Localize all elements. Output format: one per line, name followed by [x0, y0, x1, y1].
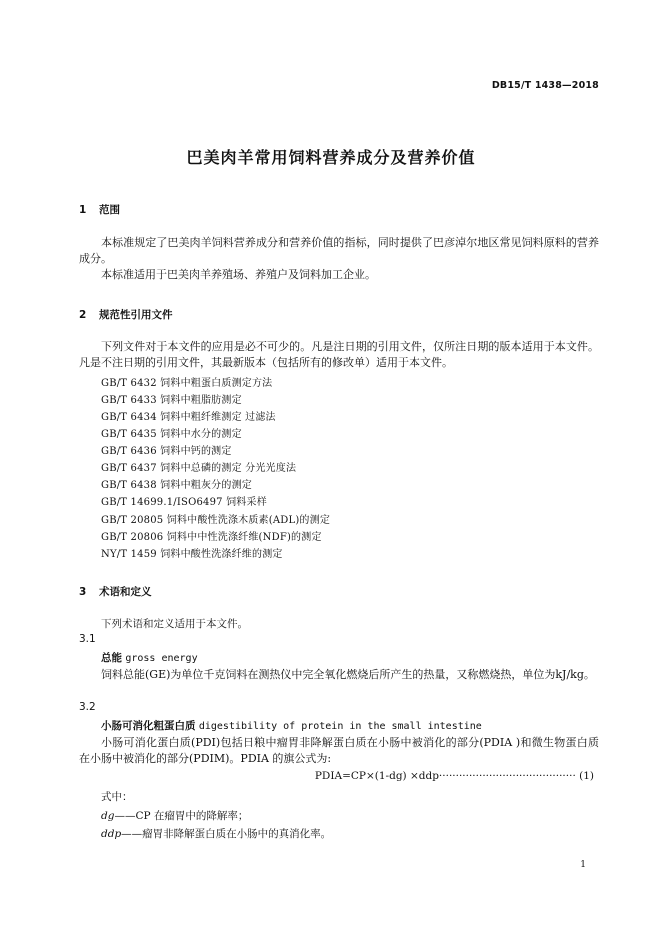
formula: PDIA=CP×(1-dg) ×ddp········································· (1) [314, 770, 594, 782]
where-label: 式中： [101, 791, 133, 803]
term-definition: 饲料总能(GE)为单位千克饲料在测热仪中完全氧化燃烧后所产生的热量，又称燃烧热，单位为kJ/kg。 [101, 668, 595, 681]
variable-definition [101, 826, 331, 841]
section-title: 范围 [99, 204, 120, 216]
term-definition: 小肠可消化蛋白质(PDI)包括日粮中瘤胃非降解蛋白质在小肠中被消化的部分(PDIA )和微生物蛋白质在小肠中被消化的部分(PDIM)。PDIA 的旗公式为: [79, 736, 599, 765]
page-title: 巴美肉羊常用饲料营养成分及营养价值 [186, 148, 476, 167]
ref-item: GB/T 6433 饲料中粗脂肪测定 [101, 395, 242, 406]
ref-item: GB/T 14699.1/ISO6497 饲料采样 [101, 497, 267, 508]
ref-item: GB/T 6436 饲料中钙的测定 [101, 446, 232, 457]
ref-item: NY/T 1459 饲料中酸性洗涤纤维的测定 [101, 549, 283, 560]
term-cn: 总能 [101, 652, 122, 664]
section-title: 术语和定义 [99, 586, 152, 598]
section-3-heading [79, 584, 152, 599]
section-number: 3 [79, 586, 87, 598]
section-title: 规范性引用文件 [99, 309, 173, 321]
term-en: digestibility of protein in the small intestine [198, 721, 482, 732]
ref-item: GB/T 6432 饲料中粗蛋白质测定方法 [101, 378, 273, 389]
variable-symbol: dg [101, 810, 115, 822]
page-number: 1 [580, 860, 586, 870]
section-number: 1 [79, 204, 87, 216]
section-3-intro: 下列术语和定义适用于本文件。 [101, 618, 248, 630]
section-2-intro: 下列文件对于本文件的应用是必不可少的。凡是注日期的引用文件，仅所注日期的版本适用于本文件。凡是不注日期的引用文件，其最新版本（包括所有的修改单）适用于本文件。 [79, 340, 599, 369]
variable-description: ——瘤胃非降解蛋白质在小肠中的真消化率。 [121, 828, 332, 840]
variable-description: ——CP 在瘤胃中的降解率； [114, 810, 249, 822]
ref-item: GB/T 6438 饲料中粗灰分的测定 [101, 480, 252, 491]
section-1-heading [79, 202, 120, 217]
term-number: 3.2 [79, 701, 96, 713]
ref-item: GB/T 6437 饲料中总磷的测定 分光光度法 [101, 463, 297, 474]
section-1-para-2: 本标准适用于巴美肉羊养殖场、养殖户及饲料加工企业。 [101, 268, 376, 281]
term-cn: 小肠可消化粗蛋白质 [101, 720, 196, 732]
term-number: 3.1 [79, 633, 96, 645]
ref-item: GB/T 6435 饲料中水分的测定 [101, 429, 242, 440]
section-number: 2 [79, 309, 87, 321]
term-heading [101, 650, 198, 665]
term-heading [101, 718, 482, 733]
document-number: DB15/T 1438—2018 [491, 80, 599, 91]
ref-item: GB/T 20805 饲料中酸性洗涤木质素(ADL)的测定 [101, 515, 331, 526]
section-1-para-1: 本标准规定了巴美肉羊饲料营养成分和营养价值的指标，同时提供了巴彦淖尔地区常见饲料原料的营养成分。 [79, 236, 599, 265]
variable-symbol: ddp [101, 828, 122, 840]
term-en: gross energy [125, 653, 198, 664]
ref-item: GB/T 20806 饲料中中性洗涤纤维(NDF)的测定 [101, 532, 322, 543]
section-2-heading [79, 307, 173, 322]
variable-definition [101, 808, 248, 823]
ref-item: GB/T 6434 饲料中粗纤维测定 过滤法 [101, 412, 276, 423]
